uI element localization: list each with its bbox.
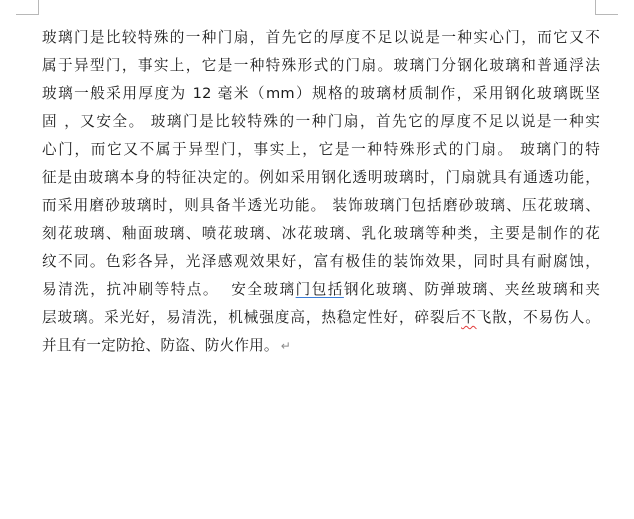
text-line-10-before: 易清洗，抗冲刷等特点。 安全玻璃 (42, 281, 296, 298)
text-line-12 (42, 332, 600, 360)
document-text-body[interactable] (42, 24, 600, 360)
text-line-3: 玻璃一般采用厚度为 12 毫米（mm）规格的玻璃材质制作，采用钢化玻璃既坚 (42, 85, 600, 102)
text-line-7: 而采用磨砂玻璃时，则具备半透光功能。 装饰玻璃门包括磨砂玻璃、压花玻璃、 (42, 197, 600, 214)
text-line-9: 纹不同。色彩各异，光泽感观效果好，富有极佳的装饰效果，同时具有耐腐蚀， (42, 253, 600, 270)
text-line-10 (42, 276, 600, 304)
text-line-6: 征是由玻璃本身的特征决定的。例如采用钢化透明玻璃时，门扇就具有通透功能， (42, 169, 600, 186)
text-line-11-after: 飞散，不易伤人。 (476, 309, 601, 326)
text-line-10-after: 钢化玻璃、防弹玻璃、夹丝玻璃和夹 (343, 281, 600, 298)
text-line-1: 玻璃门是比较特殊的一种门扇，首先它的厚度不足以说是一种实心门，而它又不 (42, 29, 600, 46)
crop-mark-top-left (16, 0, 39, 15)
text-line-11-before: 层玻璃。采光好，易清洗，机械强度高，热稳定性好，碎裂后 (42, 309, 462, 326)
grammar-underline-blue[interactable]: 门包括 (295, 281, 344, 298)
text-line-12-content: 并且有一定防抢、防盗、防火作用。 (42, 337, 279, 354)
crop-mark-top-right (595, 0, 618, 15)
text-line-8: 刻花玻璃、釉面玻璃、喷花玻璃、冰花玻璃、乳化玻璃等种类，主要是制作的花 (42, 225, 600, 242)
spelling-underline-red[interactable]: 不 (461, 309, 477, 326)
text-line-4: 固 ，又安全。 玻璃门是比较特殊的一种门扇，首先它的厚度不足以说是一种实 (42, 113, 600, 130)
text-line-5: 心门，而它又不属于异型门，事实上，它是一种特殊形式的门扇。 玻璃门的特 (42, 141, 600, 158)
text-line-11 (42, 304, 600, 332)
paragraph-mark-icon: ↵ (280, 339, 291, 353)
text-line-2: 属于异型门，事实上，它是一种特殊形式的门扇。玻璃门分钢化玻璃和普通浮法 (42, 57, 600, 74)
